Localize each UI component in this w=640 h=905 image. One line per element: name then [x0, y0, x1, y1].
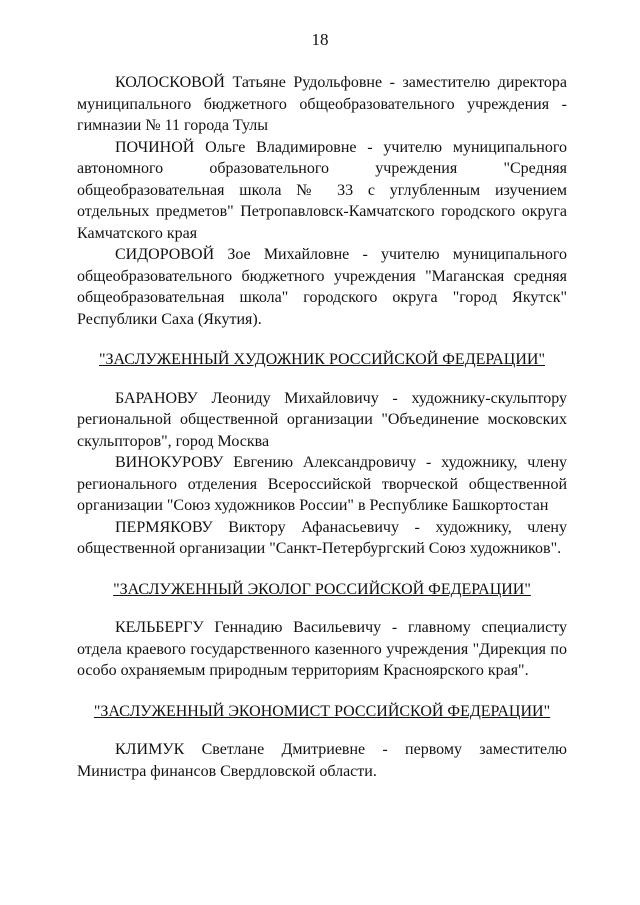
award-entry-baranovu: БАРАНОВУ Леониду Михайловичу - художнику-скульптору региональной общественной организации "Объединение московских скульпторов", город Москва [77, 389, 567, 450]
document-body [77, 72, 567, 782]
section-heading-ecologist: "ЗАСЛУЖЕННЫЙ ЭКОЛОГ РОССИЙСКОЙ ФЕДЕРАЦИИ" [113, 580, 531, 598]
award-entry-vinokurovu: ВИНОКУРОВУ Евгению Александровичу - художнику, члену регионального отделения Всероссийской творческой общественной организации "Союз художников России" в Республике Башкортостан [77, 454, 567, 514]
award-entry-kelbergu: КЕЛЬБЕРГУ Геннадию Васильевичу - главному специалисту отдела краевого государственного казенного учреждения "Дирекция по особо охраняемым природным территориям Красноярского края". [77, 619, 567, 679]
award-entry-koloskova: КОЛОСКОВОЙ Татьяне Рудольфовне - заместителю директора муниципального бюджетного общеобразовательного учреждения - гимназии № 11 города Тулы [77, 74, 567, 134]
award-entry-permyakovu: ПЕРМЯКОВУ Виктору Афанасьевичу - художнику, члену общественной организации "Санкт-Петербургский Союз художников". [77, 518, 567, 557]
page-number: 18 [311, 30, 329, 49]
section-heading-economist: "ЗАСЛУЖЕННЫЙ ЭКОНОМИСТ РОССИЙСКОЙ ФЕДЕРАЦИИ" [93, 702, 551, 720]
award-entry-pochinoy: ПОЧИНОЙ Ольге Владимировне - учителю муниципального автономного образовательного учреждения "Средняя общеобразовательная школа № 33 с углубленным изучением отдельных предметов" Петропавловск-Камчатского городского округа Камчатского края [77, 138, 567, 242]
award-entry-sidorovoy: СИДОРОВОЙ Зое Михайловне - учителю муниципального общеобразовательного бюджетного учреждения "Маганская средняя общеобразовательная школа" городского округа "город Якутск" Республики Саха (Якутия). [77, 246, 567, 328]
section-heading-artist: "ЗАСЛУЖЕННЫЙ ХУДОЖНИК РОССИЙСКОЙ ФЕДЕРАЦИИ" [99, 351, 545, 368]
award-entry-klimuk: КЛИМУК Светлане Дмитриевне - первому заместителю Министра финансов Свердловской области. [77, 741, 567, 780]
